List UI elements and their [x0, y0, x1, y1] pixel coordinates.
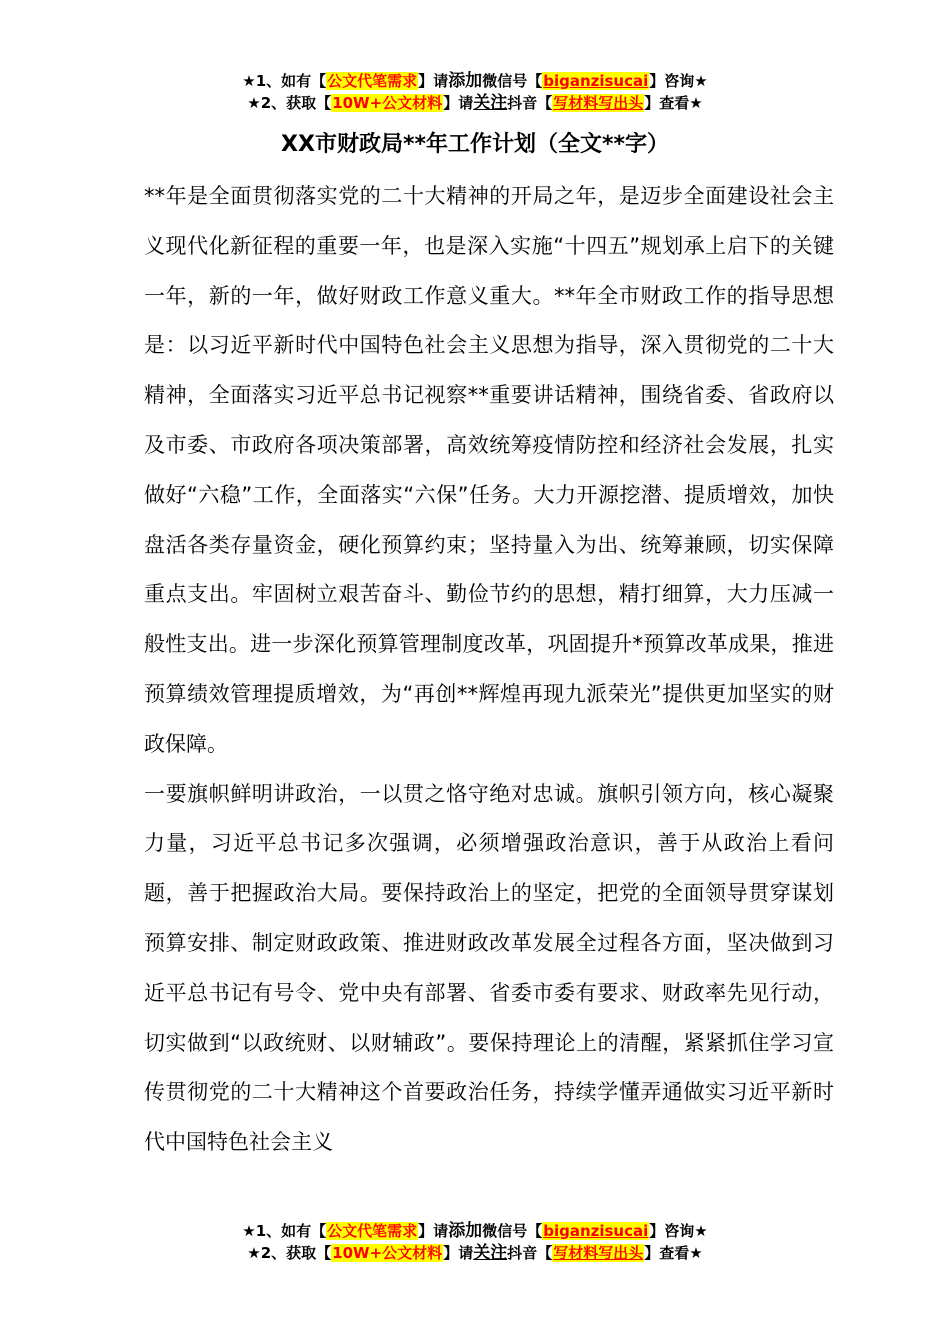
- banner-line-1: ★1、如有【公文代笔需求】请添加微信号【biganzisucai】咨询★: [242, 1221, 708, 1241]
- highlight-douyin: 写材料写出头: [553, 1244, 644, 1262]
- header-banner: [0, 70, 950, 114]
- highlight-service: 公文代笔需求: [327, 1222, 418, 1240]
- banner-line-2: ★2、获取【10W+公文材料】请关注抖音【写材料写出头】查看★: [247, 1243, 703, 1263]
- footer-banner: [0, 1220, 950, 1264]
- highlight-wechat-id: biganzisucai: [543, 1222, 649, 1240]
- highlight-service: 公文代笔需求: [327, 72, 418, 90]
- document-body: [144, 172, 834, 1168]
- highlight-materials: 10W+公文材料: [332, 94, 443, 112]
- highlight-douyin: 写材料写出头: [553, 94, 644, 112]
- banner-line-2: ★2、获取【10W+公文材料】请关注抖音【写材料写出头】查看★: [247, 93, 703, 113]
- highlight-materials: 10W+公文材料: [332, 1244, 443, 1262]
- document-title: XX市财政局**年工作计划（全文**字）: [281, 132, 669, 157]
- paragraph: **年是全面贯彻落实党的二十大精神的开局之年，是迈步全面建设社会主义现代化新征程的重要一年，也是深入实施“十四五”规划承上启下的关键一年，新的一年，做好财政工作意义重大。**年全市财政工作的指导思想是：以习近平新时代中国特色社会主义思想为指导，深入贯彻党的二十大精神，全面落实习近平总书记视察**重要讲话精神，围绕省委、省政府以及市委、市政府各项决策部署，高效统筹疫情防控和经济社会发展，扎实做好“六稳”工作，全面落实“六保”任务。大力开源挖潜、提质增效，加快盘活各类存量资金，硬化预算约束；坚持量入为出、统筹兼顾，切实保障重点支出。牢固树立艰苦奋斗、勤俭节约的思想，精打细算，大力压减一般性支出。进一步深化预算管理制度改革，巩固提升*预算改革成果，推进预算绩效管理提质增效，为“再创**辉煌再现九派荣光”提供更加坚实的财政保障。: [144, 184, 834, 756]
- paragraph: 一要旗帜鲜明讲政治，一以贯之恪守绝对忠诚。旗帜引领方向，核心凝聚力量，习近平总书记多次强调，必须增强政治意识，善于从政治上看问题，善于把握政治大局。要保持政治上的坚定，把党的全面领导贯穿谋划预算安排、制定财政政策、推进财政改革发展全过程各方面，坚决做到习近平总书记有号令、党中央有部署、省委市委有要求、财政率先见行动，切实做到“以政统财、以财辅政”。要保持理论上的清醒，紧紧抓住学习宣传贯彻党的二十大精神这个首要政治任务，持续学懂弄通做实习近平新时代中国特色社会主义: [144, 781, 834, 1155]
- banner-line-1: ★1、如有【公文代笔需求】请添加微信号【biganzisucai】咨询★: [242, 71, 708, 91]
- highlight-wechat-id: biganzisucai: [543, 72, 649, 90]
